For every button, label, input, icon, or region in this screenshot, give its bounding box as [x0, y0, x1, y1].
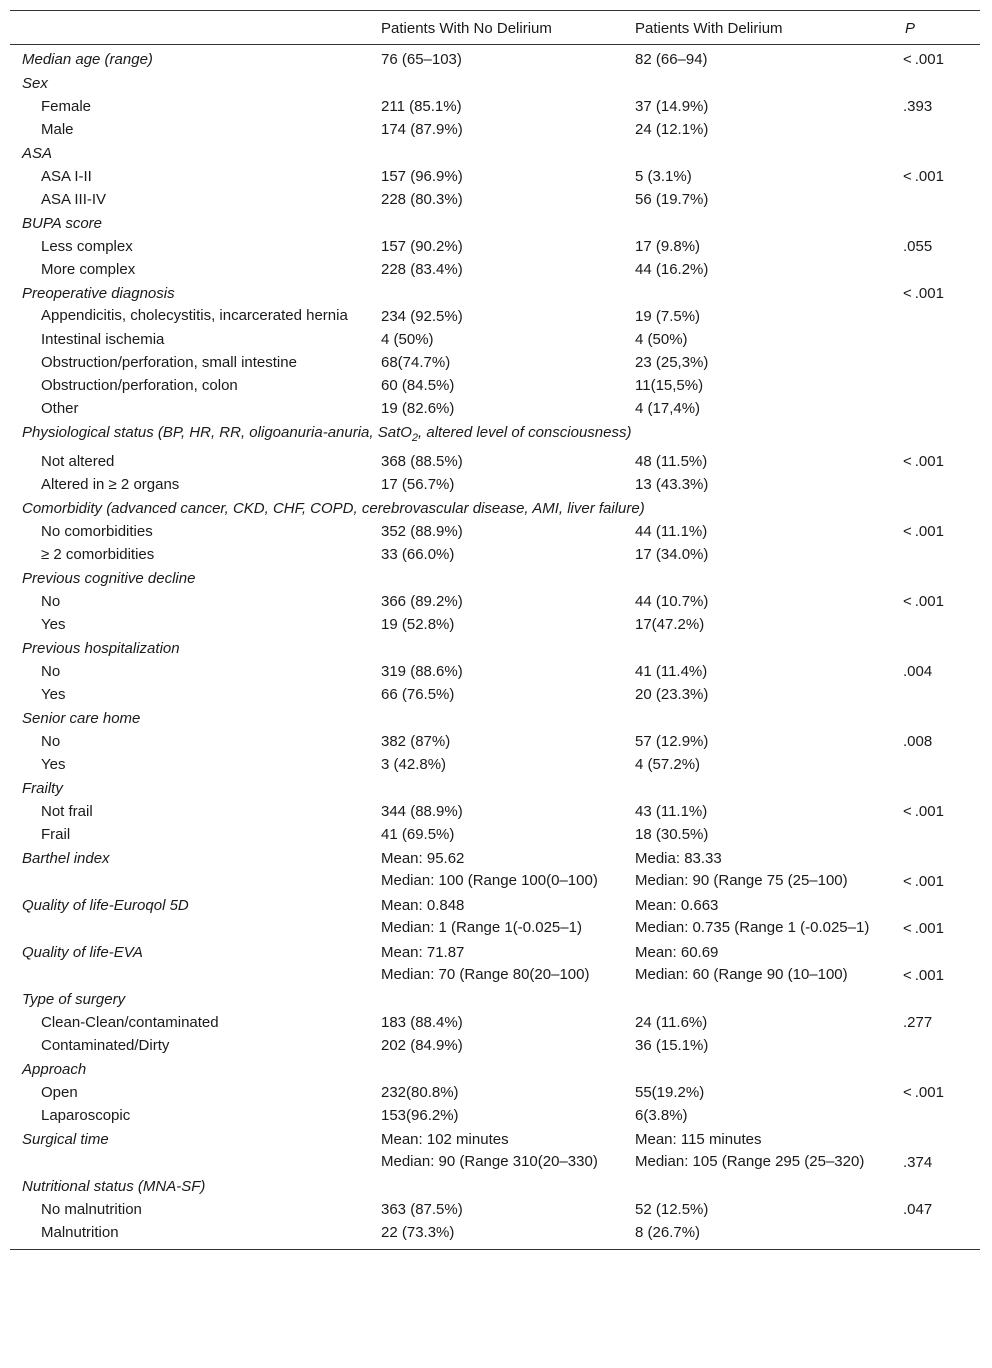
p-value — [893, 543, 980, 566]
row-label: ≥ 2 comorbidities — [41, 546, 155, 563]
p-value — [893, 706, 980, 730]
p-value: < .001 — [903, 803, 944, 820]
p-value — [893, 188, 980, 211]
no-delirium-value: 363 (87.5%) — [381, 1201, 463, 1218]
no-delirium-value: 157 (90.2%) — [381, 238, 463, 255]
row-label — [10, 496, 980, 520]
empty-cell — [369, 987, 623, 1011]
section-label: Previous cognitive decline — [22, 570, 196, 587]
p-value — [893, 683, 980, 706]
delirium-value: 8 (26.7%) — [623, 1221, 893, 1250]
delirium-value: 55(19.2%) — [635, 1084, 705, 1101]
delirium-value: 52 (12.5%) — [635, 1201, 709, 1218]
empty-cell — [369, 71, 623, 95]
delirium-value: Median: 105 (Range 295 (25–320) — [635, 1153, 865, 1170]
delirium-value: 48 (11.5%) — [635, 453, 708, 470]
empty-cell — [623, 141, 893, 165]
no-delirium-value: Mean: 0.848 — [381, 897, 465, 914]
empty-cell — [623, 281, 893, 305]
no-delirium-value: 344 (88.9%) — [381, 803, 463, 820]
table-row — [10, 374, 980, 397]
delirium-comparison-table — [10, 10, 980, 1250]
row-label: No comorbidities — [41, 523, 153, 540]
no-delirium-value: 33 (66.0%) — [381, 546, 455, 563]
row-label: Quality of life-Euroqol 5D — [22, 897, 189, 914]
p-value — [893, 351, 980, 374]
p-value: < .001 — [903, 285, 944, 302]
row-label: Median age (range) — [22, 51, 153, 68]
p-value: < .001 — [903, 51, 944, 68]
no-delirium-value: 22 (73.3%) — [369, 1221, 623, 1250]
row-label: No — [41, 593, 61, 610]
p-value — [893, 1221, 980, 1250]
row-label: Barthel index — [22, 850, 110, 867]
table-row — [10, 753, 980, 776]
delirium-value: 37 (14.9%) — [635, 98, 709, 115]
delirium-value: Mean: 60.69 — [635, 944, 719, 961]
section-label: Approach — [22, 1061, 87, 1078]
row-label: Yes — [41, 686, 66, 703]
p-value — [893, 397, 980, 420]
empty-cell — [369, 706, 623, 730]
p-value: < .001 — [903, 920, 944, 937]
table-row — [10, 893, 980, 917]
table-row — [10, 823, 980, 846]
section-label: BUPA score — [22, 215, 103, 232]
p-value — [893, 1104, 980, 1127]
table-row — [10, 590, 980, 613]
row-label: No malnutrition — [41, 1201, 142, 1218]
no-delirium-value: Median: 70 (Range 80(20–100) — [381, 966, 590, 983]
no-delirium-value: 4 (50%) — [381, 331, 434, 348]
delirium-value: 19 (7.5%) — [635, 308, 701, 325]
header-variable — [10, 11, 369, 45]
p-value: < .001 — [903, 593, 944, 610]
delirium-value: 24 (11.6%) — [635, 1014, 708, 1031]
table-row — [10, 1104, 980, 1127]
delirium-value: Median: 90 (Range 75 (25–100) — [635, 872, 848, 889]
empty-cell — [623, 706, 893, 730]
header-p-value: P — [893, 11, 980, 45]
table-row — [10, 520, 980, 543]
delirium-value: 41 (11.4%) — [635, 663, 708, 680]
p-value — [893, 846, 980, 870]
row-label: Contaminated/Dirty — [41, 1037, 170, 1054]
section-label: Type of surgery — [22, 991, 126, 1008]
empty-cell — [369, 141, 623, 165]
table-row — [10, 706, 980, 730]
table-row — [10, 1174, 980, 1198]
delirium-value: 5 (3.1%) — [635, 168, 692, 185]
p-value — [893, 613, 980, 636]
row-label: ASA I-II — [41, 168, 92, 185]
delirium-value: 57 (12.9%) — [635, 733, 709, 750]
table-row — [10, 118, 980, 141]
table-row — [10, 800, 980, 823]
delirium-value: 82 (66–94) — [635, 51, 708, 68]
table-row — [10, 846, 980, 870]
table-row — [10, 776, 980, 800]
empty-cell — [623, 566, 893, 590]
table-row — [10, 165, 980, 188]
row-label: Altered in ≥ 2 organs — [41, 476, 180, 493]
table-row — [10, 1198, 980, 1221]
empty-cell — [10, 964, 369, 987]
delirium-value: 18 (30.5%) — [635, 826, 709, 843]
row-label: Surgical time — [22, 1131, 109, 1148]
delirium-value: Median: 60 (Range 90 (10–100) — [635, 966, 848, 983]
row-label: ASA III-IV — [41, 191, 107, 208]
no-delirium-value: 174 (87.9%) — [381, 121, 463, 138]
no-delirium-value: Mean: 102 minutes — [381, 1131, 509, 1148]
p-value: < .001 — [903, 967, 944, 984]
row-label-text: , altered level of consciousness) — [418, 424, 632, 441]
p-value — [893, 987, 980, 1011]
p-value — [893, 71, 980, 95]
empty-cell — [623, 776, 893, 800]
delirium-value: 17(47.2%) — [635, 616, 705, 633]
section-label: Nutritional status (MNA-SF) — [22, 1178, 206, 1195]
no-delirium-value: 68(74.7%) — [381, 354, 451, 371]
section-label: Frailty — [22, 780, 63, 797]
p-value — [893, 566, 980, 590]
table-row — [10, 543, 980, 566]
table-row — [10, 1057, 980, 1081]
p-value — [893, 636, 980, 660]
empty-cell — [369, 1174, 623, 1198]
p-value: < .001 — [903, 453, 944, 470]
empty-cell — [623, 987, 893, 1011]
delirium-value: 6(3.8%) — [635, 1107, 688, 1124]
empty-cell — [369, 636, 623, 660]
section-label: ASA — [22, 145, 53, 162]
table-row — [10, 450, 980, 473]
table-row — [10, 258, 980, 281]
delirium-value: 11(15,5%) — [635, 377, 704, 394]
no-delirium-value: 228 (83.4%) — [381, 261, 463, 278]
table-row — [10, 71, 980, 95]
no-delirium-value: 368 (88.5%) — [381, 453, 463, 470]
p-value: < .001 — [903, 168, 944, 185]
row-label: No — [41, 663, 61, 680]
row-label: Intestinal ischemia — [41, 331, 165, 348]
empty-cell — [369, 776, 623, 800]
table-row — [10, 496, 980, 520]
no-delirium-value: 352 (88.9%) — [381, 523, 463, 540]
table-row — [10, 397, 980, 420]
row-label: Yes — [41, 756, 66, 773]
no-delirium-value: 41 (69.5%) — [381, 826, 455, 843]
no-delirium-value: Median: 1 (Range 1(-0.025–1) — [381, 919, 582, 936]
empty-cell — [623, 1057, 893, 1081]
row-label: Clean-Clean/contaminated — [41, 1014, 219, 1031]
table-row — [10, 1011, 980, 1034]
delirium-value: 44 (16.2%) — [635, 261, 709, 278]
no-delirium-value: 183 (88.4%) — [381, 1014, 463, 1031]
row-label: Obstruction/perforation, colon — [41, 377, 238, 394]
table-row — [10, 211, 980, 235]
table-row — [10, 188, 980, 211]
no-delirium-value: 66 (76.5%) — [381, 686, 455, 703]
no-delirium-value: 228 (80.3%) — [381, 191, 463, 208]
delirium-value: Mean: 0.663 — [635, 897, 719, 914]
row-label: Not frail — [41, 803, 93, 820]
empty-cell — [623, 1174, 893, 1198]
section-label: Previous hospitalization — [22, 640, 180, 657]
p-value — [893, 753, 980, 776]
table-row — [10, 566, 980, 590]
empty-cell — [10, 870, 369, 893]
delirium-value: 23 (25,3%) — [635, 354, 709, 371]
row-label: Less complex — [41, 238, 133, 255]
delirium-value: Mean: 115 minutes — [635, 1131, 762, 1148]
p-value — [893, 940, 980, 964]
p-value: .055 — [903, 238, 933, 255]
p-value: .374 — [903, 1154, 933, 1171]
p-value — [893, 823, 980, 846]
table-row — [10, 917, 980, 940]
table-row — [10, 1151, 980, 1174]
table-row — [10, 1034, 980, 1057]
p-value — [893, 473, 980, 496]
section-label: Sex — [22, 75, 48, 92]
no-delirium-value: 211 (85.1%) — [381, 98, 462, 115]
delirium-value: 36 (15.1%) — [635, 1037, 709, 1054]
table-row — [10, 964, 980, 987]
delirium-value: 20 (23.3%) — [635, 686, 709, 703]
delirium-value: Median: 0.735 (Range 1 (-0.025–1) — [635, 919, 870, 936]
table-row — [10, 1127, 980, 1151]
no-delirium-value: 153(96.2%) — [381, 1107, 459, 1124]
table-body — [10, 45, 980, 1250]
table-row — [10, 235, 980, 258]
no-delirium-value: 19 (52.8%) — [381, 616, 455, 633]
p-value: .393 — [903, 98, 933, 115]
delirium-value: 56 (19.7%) — [635, 191, 709, 208]
delirium-value: 44 (11.1%) — [635, 523, 708, 540]
row-label: Frail — [41, 826, 71, 843]
table-row — [10, 870, 980, 893]
p-value: < .001 — [903, 1084, 944, 1101]
no-delirium-value: 17 (56.7%) — [381, 476, 455, 493]
empty-cell — [369, 211, 623, 235]
no-delirium-value: 234 (92.5%) — [381, 308, 463, 325]
row-label-subscript: 2 — [411, 432, 419, 444]
no-delirium-value: Mean: 71.87 — [381, 944, 465, 961]
table-row — [10, 636, 980, 660]
p-value — [893, 1057, 980, 1081]
no-delirium-value: 202 (84.9%) — [381, 1037, 463, 1054]
row-label: Appendicitis, cholecystitis, incarcerated hernia — [41, 307, 348, 324]
header-no-delirium: Patients With No Delirium — [369, 11, 623, 45]
p-value: < .001 — [903, 873, 944, 890]
row-label: Laparoscopic — [41, 1107, 131, 1124]
section-label: Preoperative diagnosis — [22, 285, 175, 302]
table-row — [10, 473, 980, 496]
empty-cell — [623, 211, 893, 235]
p-value — [893, 893, 980, 917]
empty-cell — [369, 1057, 623, 1081]
row-label: Quality of life-EVA — [22, 944, 143, 961]
table-row — [10, 940, 980, 964]
row-label: Female — [41, 98, 92, 115]
table-row — [10, 328, 980, 351]
delirium-value: 4 (50%) — [635, 331, 688, 348]
table-row — [10, 351, 980, 374]
p-value: .047 — [903, 1201, 933, 1218]
p-value — [893, 305, 980, 328]
table-row — [10, 987, 980, 1011]
no-delirium-value: 319 (88.6%) — [381, 663, 463, 680]
row-label-text: Physiological status (BP, HR, RR, oligoanuria-anuria, SatO — [22, 424, 412, 441]
table-row — [10, 1081, 980, 1104]
row-label: Male — [41, 121, 74, 138]
no-delirium-value: 60 (84.5%) — [381, 377, 455, 394]
delirium-value: 24 (12.1%) — [635, 121, 709, 138]
p-value — [893, 118, 980, 141]
empty-cell — [369, 566, 623, 590]
p-value — [893, 1034, 980, 1057]
row-label: Obstruction/perforation, small intestine — [41, 354, 297, 371]
p-value — [893, 1127, 980, 1151]
empty-cell — [623, 636, 893, 660]
p-value: .004 — [903, 663, 933, 680]
header-delirium: Patients With Delirium — [623, 11, 893, 45]
table-row — [10, 613, 980, 636]
no-delirium-value: Median: 90 (Range 310(20–330) — [381, 1153, 598, 1170]
p-value — [893, 776, 980, 800]
table-row — [10, 305, 980, 328]
p-value — [893, 141, 980, 165]
row-label: Yes — [41, 616, 66, 633]
empty-cell — [10, 1151, 369, 1174]
delirium-value: 17 (34.0%) — [635, 546, 709, 563]
table-row — [10, 683, 980, 706]
row-label: Other — [41, 400, 79, 417]
delirium-value: 4 (57.2%) — [635, 756, 701, 773]
row-label-text: Comorbidity (advanced cancer, CKD, CHF, COPD, cerebrovascular disease, AMI, liver failure) — [22, 500, 645, 517]
table-row — [10, 420, 980, 450]
empty-cell — [369, 281, 623, 305]
row-label: Open — [41, 1084, 78, 1101]
no-delirium-value: 76 (65–103) — [381, 51, 462, 68]
no-delirium-value: Mean: 95.62 — [381, 850, 465, 867]
no-delirium-value: 382 (87%) — [381, 733, 451, 750]
table-header-row — [10, 11, 980, 45]
table-row — [10, 730, 980, 753]
delirium-value: 17 (9.8%) — [635, 238, 701, 255]
no-delirium-value: 19 (82.6%) — [381, 400, 455, 417]
row-label: Not altered — [41, 453, 115, 470]
table-row — [10, 141, 980, 165]
section-label: Senior care home — [22, 710, 141, 727]
row-label: Malnutrition — [10, 1221, 369, 1250]
p-value: < .001 — [903, 523, 944, 540]
delirium-value: Media: 83.33 — [635, 850, 722, 867]
delirium-value: 4 (17,4%) — [635, 400, 701, 417]
table-row — [10, 95, 980, 118]
p-value — [893, 258, 980, 281]
delirium-value: 43 (11.1%) — [635, 803, 708, 820]
empty-cell — [10, 917, 369, 940]
row-label: No — [41, 733, 61, 750]
table-row — [10, 45, 980, 72]
no-delirium-value: 157 (96.9%) — [381, 168, 463, 185]
delirium-value: 44 (10.7%) — [635, 593, 709, 610]
no-delirium-value: 366 (89.2%) — [381, 593, 463, 610]
p-value: .277 — [903, 1014, 933, 1031]
empty-cell — [623, 71, 893, 95]
p-value: .008 — [903, 733, 933, 750]
p-value — [893, 328, 980, 351]
table-row — [10, 281, 980, 305]
table-row — [10, 1221, 980, 1250]
no-delirium-value: 232(80.8%) — [381, 1084, 459, 1101]
table-row — [10, 660, 980, 683]
row-label — [10, 420, 980, 450]
row-label: More complex — [41, 261, 136, 278]
p-value — [893, 211, 980, 235]
p-value — [893, 1174, 980, 1198]
p-value — [893, 374, 980, 397]
no-delirium-value: 3 (42.8%) — [381, 756, 447, 773]
delirium-value: 13 (43.3%) — [635, 476, 709, 493]
no-delirium-value: Median: 100 (Range 100(0–100) — [381, 872, 598, 889]
